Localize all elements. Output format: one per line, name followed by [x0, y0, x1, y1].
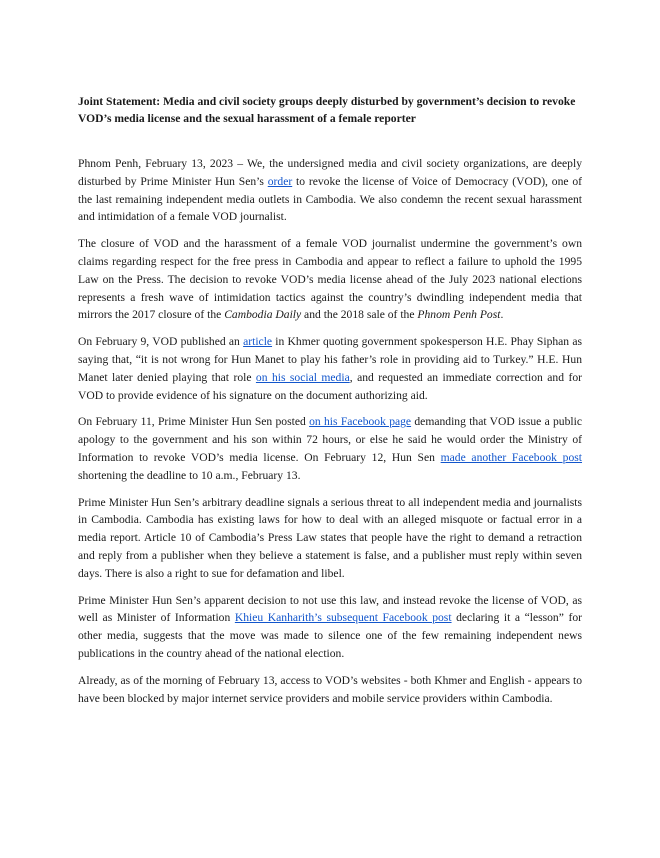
text-span: On February 11, Prime Minister Hun Sen posted	[78, 415, 310, 429]
paragraph-blocked: Already, as of the morning of February 13, access to VOD’s websites - both Khmer and English - appears to have been blocked by major internet service providers and mobile service providers within Cambodia.	[78, 673, 582, 705]
another-facebook-post-link[interactable]: made another Facebook post	[440, 450, 583, 464]
paragraph-facebook	[78, 413, 582, 484]
text-span: to revoke the license of Voice of Democracy (VOD), one of the last remaining independent media outlets in Cambodia. We also condemn the recent sexual harassment and intimidation of a female VOD journalist.	[78, 174, 582, 224]
facebook-page-link[interactable]: on his Facebook page	[309, 415, 412, 429]
kanharith-post-link[interactable]: Khieu Kanharith’s subsequent Facebook post	[234, 611, 452, 625]
paragraph-deadline: Prime Minister Hun Sen’s arbitrary deadline signals a serious threat to all independent media and journalists in Cambodia. Cambodia has existing laws for how to deal with an alleged misquote or factual error in a media report. Article 10 of Cambodia’s Press Law states that people have the right to demand a retraction and reply from a publisher when they believe a statement is false, and a publisher must reply within seven days. There is also a right to sue for defamation and libel.	[78, 495, 582, 580]
paragraph-intro	[78, 155, 582, 226]
social-media-link[interactable]: on his social media	[255, 370, 350, 384]
paragraph-article	[78, 333, 582, 404]
text-span: Phnom Penh, February 13, 2023 – We, the undersigned media and civil society organizations, are deeply disturbed by Prime Minister Hun Sen’s	[78, 157, 582, 188]
text-span: The closure of VOD and the harassment of a female VOD journalist undermine the government’s own claims regarding respect for the free press in Cambodia and appear to reflect a failure to uphold the 1995 Law on the Press. The decision to revoke VOD’s media license ahead of the July 2023 national elections represents a fresh wave of intimidation tactics against the country’s dwindling independent media that mirrors the 2017 closure of the	[78, 237, 582, 322]
text-span: in Khmer quoting government spokesperson H.E. Phay Siphan as saying that, “it is not wrong for Hun Manet to play his father’s role in providing aid to Turkey.” H.E. Hun Manet later denied playing that role	[78, 335, 583, 384]
text-span: , and requested an immediate correction and for VOD to provide evidence of his signature on the document authorizing aid.	[78, 370, 582, 402]
paragraph-decision	[78, 592, 582, 663]
article-link[interactable]: article	[243, 335, 273, 349]
paragraph-closure	[78, 235, 582, 324]
statement-title: Joint Statement: Media and civil society groups deeply disturbed by government’s decision to revoke VOD’s media license and the sexual harassment of a female reporter	[78, 95, 576, 125]
text-span: .	[500, 308, 504, 322]
text-span: demanding that VOD issue a public apology to the government and his son within 72 hours, or else he said he would order the Ministry of Information to revoke VOD’s media license. On February 12, Hun Sen	[78, 415, 582, 464]
order-link[interactable]: order	[267, 174, 293, 188]
text-span: shortening the deadline to 10 a.m., February 13.	[78, 468, 301, 482]
text-span: Prime Minister Hun Sen’s apparent decision to not use this law, and instead revoke the license of VOD, as well as Minister of Information	[78, 593, 582, 625]
text-span: and the 2018 sale of the	[301, 308, 418, 322]
text-span: declaring it a “lesson” for other media, suggests that the move was made to silence one of the few remaining independent news publications in the country ahead of the national election.	[78, 611, 582, 660]
phnom-penh-post-title: Phnom Penh Post	[417, 308, 501, 322]
cambodia-daily-title: Cambodia Daily	[224, 308, 302, 322]
text-span: On February 9, VOD published an	[78, 335, 244, 349]
